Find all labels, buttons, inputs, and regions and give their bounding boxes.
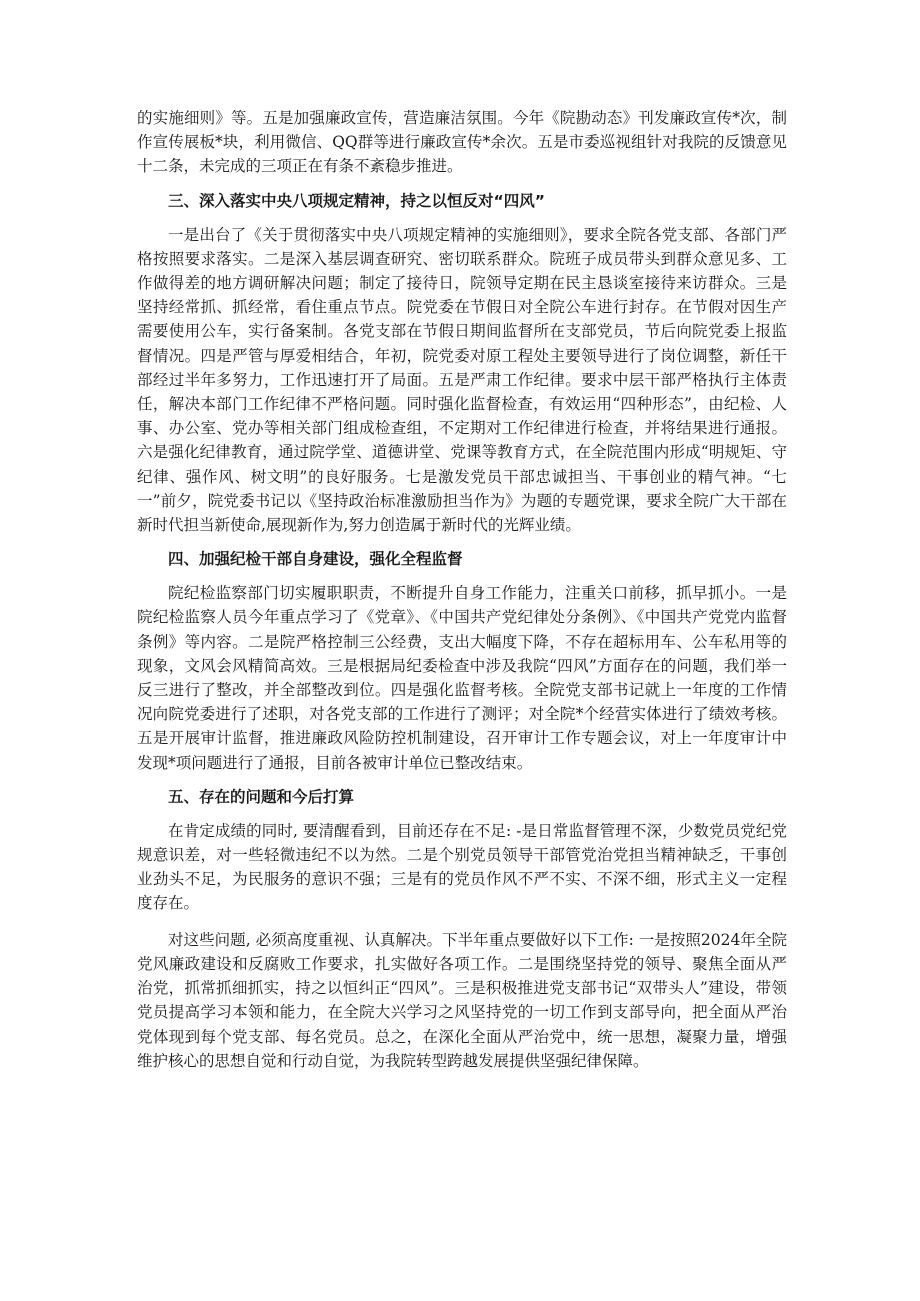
paragraph-section-3: 一是出台了《关于贯彻落实中央八项规定精神的实施细则》，要求全院各党支部、各部门严格按照要求落实。二是深入基层调查研究、密切联系群众。院班子成员带头到群众意见多、工作做得差的地方调研解决问题；制定了接待日，院领导定期在民主恳谈室接待来访群众。三是坚持经常抓、抓经常，看住重点节点。院党委在节假日对全院公车进行封存。在节假对因生产需要使用公车，实行备案制。各党支部在节假日期间监督所在支部党员，节后向院党委上报监督情况。四是严管与厚爱相结合，年初，院党委对原工程处主要领导进行了岗位调整，新任干部经过半年多努力，工作迅速打开了局面。五是严肃工作纪律。要求中层干部严格执行主体责任，解决本部门工作纪律不严格问题。同时强化监督检查，有效运用“四种形态”，由纪检、人事、办公室、党办等相关部门组成检查组，不定期对工作纪律进行检查，并将结果进行通报。六是强化纪律教育，通过院学堂、道德讲堂、党课等教育方式，在全院范围内形成“明规矩、守纪律、强作风、树文明”的良好服务。七是激发党员干部忠诚担当、干事创业的精气神。“七一”前夕，院党委书记以《坚持政治标准激励担当作为》为题的专题党课，要求全院广大干部在新时代担当新使命,展现新作为,努力创造属于新时代的光辉业绩。 [137, 225, 787, 535]
paragraph-problems: 在肯定成绩的同时, 要清醒看到，目前还存在不足: -是日常监督管理不深，少数党员党纪党规意识差，对一些轻微违纪不以为然。二是个别党员领导干部管党治党担当精神缺乏，干事创业劲头不足，为民服务的意识不强；三是有的党员作风不严不实、不深不细，形式主义一定程度存在。 [137, 821, 787, 913]
section-heading-4: 四、加强纪检干部自身建设，强化全程监督 [168, 550, 463, 569]
paragraph-intro-continued: 的实施细则》等。五是加强廉政宣传，营造廉洁氛围。今年《院勘动态》刊发廉政宣传*次，制作宣传展板*块，利用微信、QQ群等进行廉政宣传*余次。五是市委巡视组针对我院的反馈意见十二条，未完成的三项正在有条不紊稳步推进。 [137, 109, 787, 176]
paragraph-section-4: 院纪检监察部门切实履职职责，不断提升自身工作能力，注重关口前移，抓早抓小。一是院纪检监察人员今年重点学习了《党章》、《中国共产党纪律处分条例》、《中国共产党党内监督条例》等内容。二是院严格控制三公经费，支出大幅度下降，不存在超标用车、公车私用等的现象，文风会风精简高效。三是根据局纪委检查中涉及我院“四风”方面存在的问题，我们举一反三进行了整改，并全部整改到位。四是强化监督考核。全院党支部书记就上一年度的工作情况向院党委进行了述职，对各党支部的工作进行了测评；对全院*个经营实体进行了绩效考核。五是开展审计监督，推进廉政风险防控机制建设，召开审计工作专题会议，对上一年度审计中发现*项问题进行了通报，目前各被审计单位已整改结束。 [137, 584, 787, 772]
document-page [137, 106, 787, 1073]
paragraph-plans: 对这些问题, 必须高度重视、认真解决。下半年重点要做好以下工作: 一是按照2024年全院党风廉政建设和反腐败工作要求，扎实做好各项工作。二是围绕坚持党的领导、聚焦全面从严治党，抓常抓细抓实，持之以恒纠正“四风”。三是积极推进党支部书记“双带头人”建设，带领党员提高学习本领和能力，在全院大兴学习之风坚持党的一切工作到支部导向，把全面从严治党体现到每个党支部、每名党员。总之，在深化全面从严治党中，统一思想，凝聚力量，增强维护核心的思想自觉和行动自觉，为我院转型跨越发展提供坚强纪律保障。 [137, 930, 787, 1070]
section-heading-3: 三、深入落实中央八项规定精神，持之以恒反对“四风” [168, 191, 545, 210]
section-heading-5: 五、存在的问题和今后打算 [168, 787, 355, 806]
